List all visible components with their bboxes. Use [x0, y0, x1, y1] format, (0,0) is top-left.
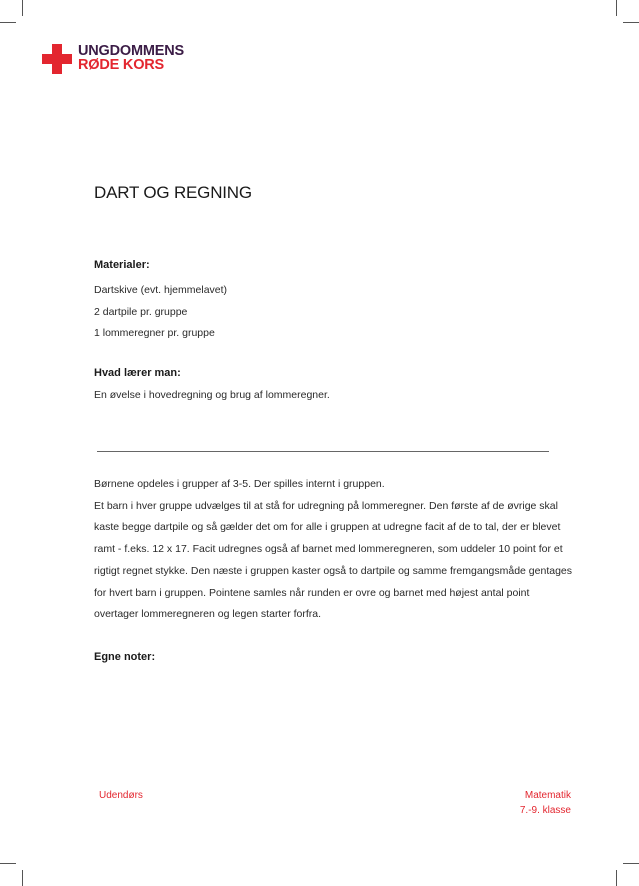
crop-mark: [616, 870, 617, 886]
materials-item: 1 lommeregner pr. gruppe: [94, 327, 215, 339]
crop-mark: [22, 870, 23, 886]
description-main: Et barn i hver gruppe udvælges til at stå for udregning på lommeregner. Den første af de øvrige skal kaste begge dartpile og så gælder det om for alle i gruppen at udregne facit af de to tal, der er blevet ramt - f.eks. 12 x 17. Facit udregnes også af barnet med lommeregneren, som uddeler 10 point for et rigtigt regnet stykke. Den næste i gruppen kaster også to dartpile og samme fremgangsmåde gentages for hvert barn i gruppen. Pointene samles når runden er ovre og barnet med højest antal point overtager lommeregneren og legen starter forfra.: [94, 499, 573, 621]
learn-text: En øvelse i hovedregning og brug af lommeregner.: [94, 389, 330, 401]
description: [94, 474, 574, 626]
logo-line-1: UNGDOMMENS: [78, 43, 184, 59]
crop-mark: [623, 22, 639, 23]
notes-heading: Egne noter:: [94, 651, 156, 663]
red-cross-icon: [42, 44, 72, 74]
materials-item: 2 dartpile pr. gruppe: [94, 305, 188, 318]
description-intro: Børnene opdeles i grupper af 3-5. Der spilles internt i gruppen.: [94, 478, 385, 490]
footer-subject: Matematik: [524, 790, 571, 801]
materials-heading: Materialer:: [94, 259, 150, 271]
crop-mark: [616, 0, 617, 16]
logo-line-2: RØDE KORS: [78, 57, 165, 73]
materials-item: Dartskive (evt. hjemmelavet): [94, 284, 228, 296]
crop-mark: [22, 0, 23, 16]
footer-grade: 7.-9. klasse: [519, 805, 571, 816]
crop-mark: [0, 863, 16, 864]
divider: [97, 451, 549, 452]
crop-mark: [623, 863, 639, 864]
page-title: DART OG REGNING: [94, 183, 252, 202]
footer-category: Udendørs: [99, 790, 143, 801]
materials-section: [94, 257, 227, 345]
logo-text: [78, 44, 184, 72]
learn-heading: Hvad lærer man:: [94, 367, 181, 379]
learn-section: [94, 365, 330, 404]
crop-mark: [0, 22, 16, 23]
footer-subject-block: [520, 788, 571, 818]
logo: [42, 44, 184, 74]
